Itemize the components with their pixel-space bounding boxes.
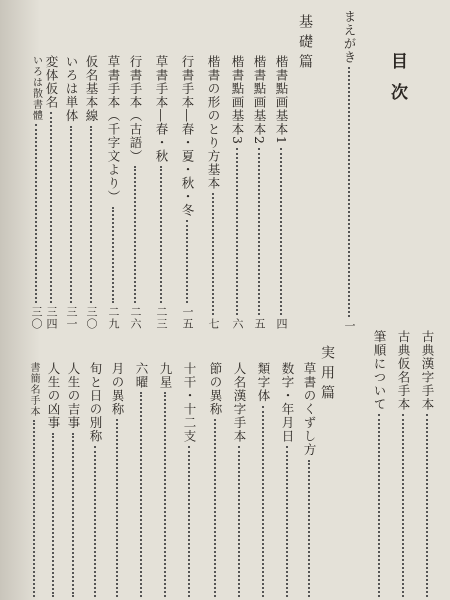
toc-entry-label: 人生の凶事 [46,362,61,430]
toc-entry[interactable] [418,330,436,600]
toc-entry[interactable] [126,55,144,330]
toc-entry[interactable] [394,330,412,600]
toc-entry-page: 三〇 [85,306,98,330]
toc-entry[interactable] [108,362,126,600]
toc-entry-label: いろは散書體 [30,55,42,121]
toc-entry-label: 楷書點画基本2 [252,55,267,145]
dot-leader [134,166,136,303]
toc-entry-label: 月の異称 [110,362,125,416]
toc-entry[interactable] [204,55,222,330]
dot-leader [140,392,142,597]
section-title-basic: 基礎篇 [297,14,313,74]
toc-entry-label: 古典漢字手本 [420,330,435,411]
toc-entry-page: 二六 [129,306,142,330]
toc-entry-label: 書簡名手本 [28,362,39,417]
dot-leader [214,419,216,597]
toc-entry-page: 五 [253,318,266,330]
dot-leader [160,166,162,303]
toc-entry[interactable] [178,55,196,330]
dot-leader [238,446,240,597]
dot-leader [70,126,72,304]
toc-entry-label: 仮名基本線 [84,55,99,123]
toc-entry-label: 六曜 [134,362,149,389]
dot-leader [236,148,238,315]
toc-entry-page: 三〇 [30,306,43,330]
toc-entry-label: 類字体 [256,362,271,403]
toc-entry-label: 人名漢字手本 [232,362,247,443]
toc-entry[interactable] [64,362,82,600]
section-title-practical: 実用篇 [319,345,335,405]
toc-entry-label: 行書手本（古語） [128,55,143,163]
toc-entry-label: まえがき [342,10,357,64]
toc-entry-label: 人生の吉事 [66,362,81,430]
toc-entry[interactable] [82,55,100,330]
toc-entry[interactable] [230,362,248,600]
dot-leader [262,406,264,598]
dot-leader [94,446,96,597]
dot-leader [308,460,310,598]
dot-leader [72,433,74,598]
toc-entry[interactable] [44,362,62,600]
toc-entry[interactable] [370,330,388,600]
dot-leader [116,419,118,597]
toc-entry[interactable] [86,362,104,600]
toc-entry-page: 六 [231,318,244,330]
toc-entry-label: 筆順について [372,330,387,411]
dot-leader [378,414,380,597]
dot-leader [33,420,35,597]
toc-entry-preface[interactable] [340,10,358,332]
toc-entry[interactable] [254,362,272,600]
toc-entry[interactable] [62,55,80,330]
toc-entry-page: 三四 [45,306,58,330]
toc-entry-page: 一五 [181,306,194,330]
toc-entry-label: 草書のくずし方 [302,362,317,457]
toc-entry[interactable] [250,55,268,330]
toc-entry-page: 三一 [65,306,78,330]
toc-entry[interactable] [272,55,290,330]
dot-leader [212,193,214,315]
toc-entry[interactable] [152,55,170,330]
toc-entry-page: 四 [275,318,288,330]
toc-entry-page: 一 [343,320,356,332]
dot-leader [52,433,54,598]
dot-leader [348,67,350,317]
toc-entry[interactable] [28,55,44,330]
toc-entry[interactable] [156,362,174,600]
dot-leader [164,392,166,597]
dot-leader [286,446,288,597]
toc-entry-label: 楷書の形のとり方基本 [206,55,221,190]
toc-entry-label: 変体仮名 [44,55,59,109]
toc-entry[interactable] [228,55,246,330]
dot-leader [188,446,190,597]
toc-entry-label: 節の異称 [208,362,223,416]
toc-entry-label: 草書手本―春・秋 [154,55,169,163]
dot-leader [90,126,92,304]
toc-entry-page: 二三 [155,306,168,330]
toc-title: 目次 [387,52,407,114]
dot-leader [402,414,404,597]
dot-leader [280,148,282,315]
dot-leader [35,124,37,303]
toc-entry-label: 旬と日の別称 [88,362,103,443]
dot-leader [186,220,188,303]
toc-entry-label: 数字・年月日 [280,362,295,443]
toc-entry[interactable] [42,55,60,330]
toc-entry[interactable] [300,362,318,600]
toc-entry-label: 楷書點画基本3 [230,55,245,145]
toc-entry-label: いろは単体 [64,55,79,123]
toc-entry[interactable] [206,362,224,600]
toc-entry-label: 古典仮名手本 [396,330,411,411]
toc-entry-label: 楷書點画基本1 [274,55,289,145]
toc-entry-label: 九星 [158,362,173,389]
toc-entry[interactable] [180,362,198,600]
toc-entry-page: 二九 [107,306,120,330]
dot-leader [112,207,114,304]
toc-entry-label: 行書手本―春・夏・秋・冬 [180,55,195,217]
toc-entry-label: 草書手本（千字文より） [106,55,121,204]
toc-entry[interactable] [26,362,41,600]
toc-entry[interactable] [278,362,296,600]
dot-leader [426,414,428,597]
toc-entry[interactable] [104,55,122,330]
toc-entry-label: 十干・十二支 [182,362,197,443]
toc-entry-page: 七 [207,318,220,330]
dot-leader [50,112,52,303]
dot-leader [258,148,260,315]
toc-entry[interactable] [132,362,150,600]
